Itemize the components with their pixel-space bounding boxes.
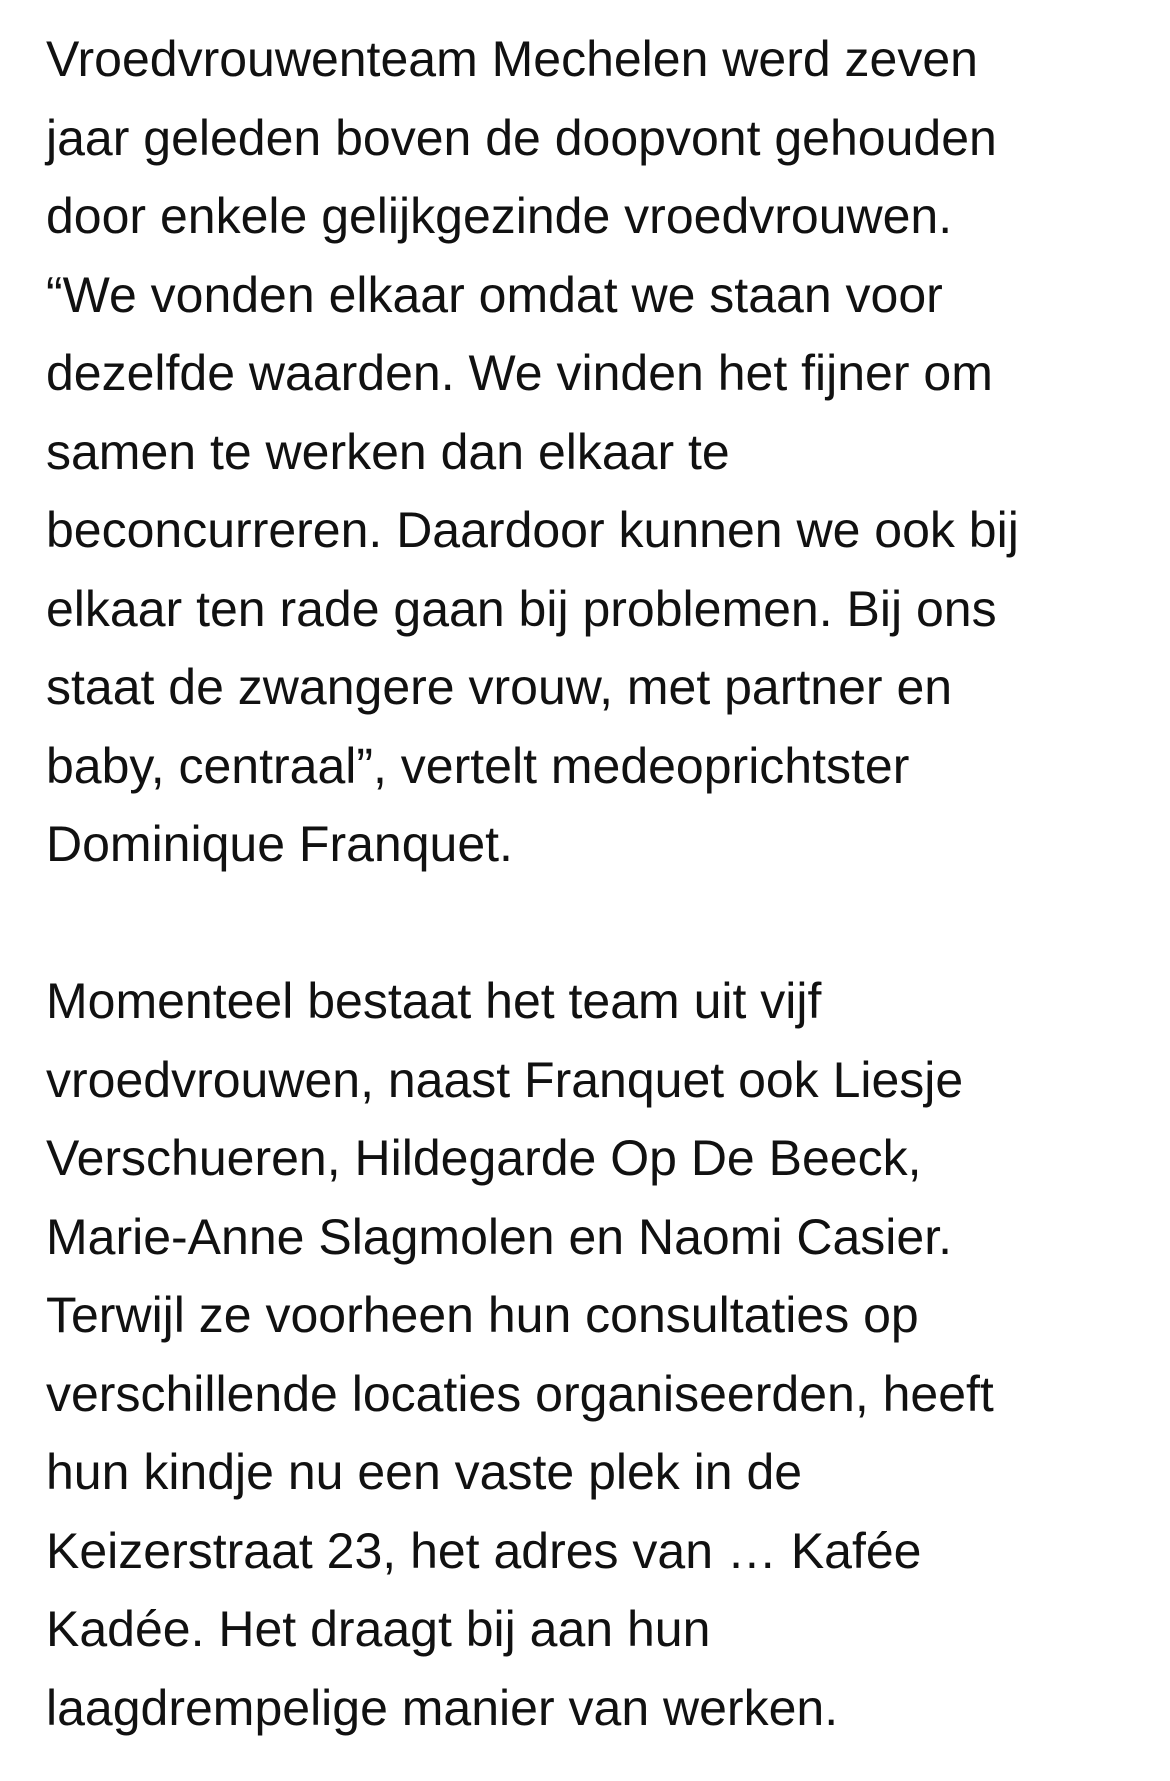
paragraph-spacer <box>46 884 1136 963</box>
paragraph-1 <box>46 20 1136 884</box>
text-line: Marie-Anne Slagmolen en Naomi Casier. <box>46 1208 952 1265</box>
text-line: samen te werken dan elkaar te <box>46 423 730 480</box>
text-line: door enkele gelijkgezinde vroedvrouwen. <box>46 188 953 244</box>
text-line: dezelfde waarden. We vinden het fijner om <box>46 345 993 401</box>
text-line: “We vonden elkaar omdat we staan voor <box>46 266 943 323</box>
text-line: Verschueren, Hildegarde Op De Beeck, <box>46 1130 922 1186</box>
text-line: Keizerstraat 23, het adres van … Kafée <box>46 1522 922 1579</box>
text-line: Momenteel bestaat het team uit vijf <box>46 973 822 1029</box>
text-line: vroedvrouwen, naast Franquet ook Liesje <box>46 1051 964 1108</box>
text-line: hun kindje nu een vaste plek in de <box>46 1444 803 1500</box>
text-line: staat de zwangere vrouw, met partner en <box>46 659 953 715</box>
text-line: Dominique Franquet. <box>46 816 513 872</box>
text-line: laagdrempelige manier van werken. <box>46 1679 839 1736</box>
text-line: Kadée. Het draagt bij aan hun <box>46 1601 711 1657</box>
text-line: beconcurreren. Daardoor kunnen we ook bij <box>46 502 1019 558</box>
paragraph-2 <box>46 962 1136 1747</box>
text-line: baby, centraal”, vertelt medeoprichtster <box>46 737 910 794</box>
text-line: Vroedvrouwenteam Mechelen werd zeven <box>46 31 978 87</box>
text-line: elkaar ten rade gaan bij problemen. Bij ons <box>46 580 997 637</box>
text-line: verschillende locaties organiseerden, heeft <box>46 1365 994 1422</box>
text-line: Terwijl ze voorheen hun consultaties op <box>46 1287 919 1343</box>
text-line: jaar geleden boven de doopvont gehouden <box>46 109 997 166</box>
article-body <box>46 20 1136 1747</box>
